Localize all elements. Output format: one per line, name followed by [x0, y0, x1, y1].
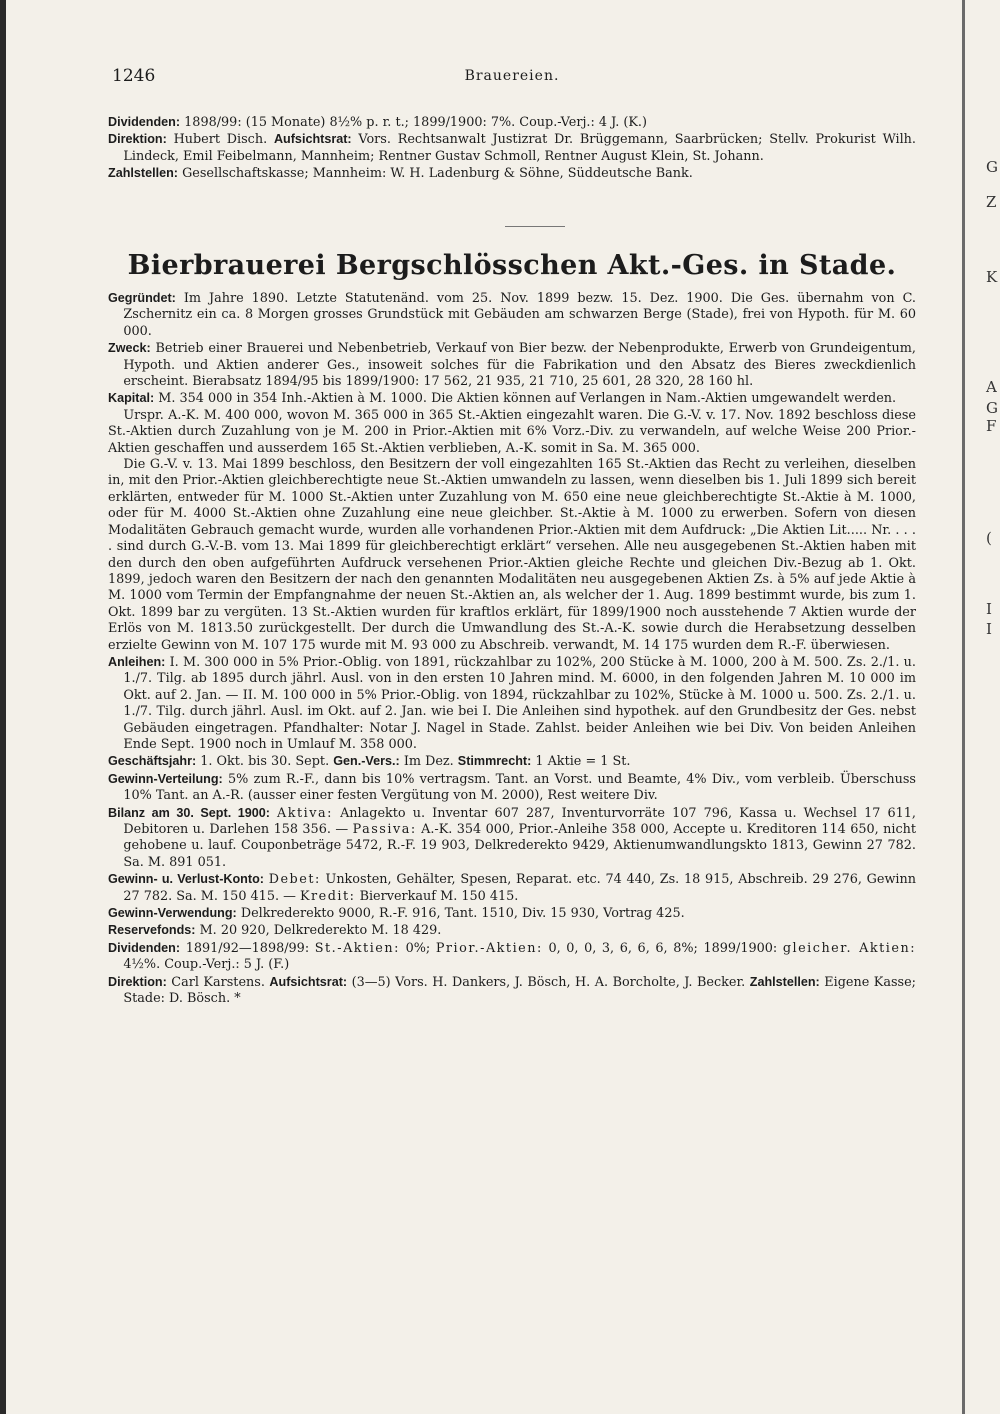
field-label: Aufsichtsrat:: [269, 974, 348, 989]
right-page-edge: [962, 0, 965, 1414]
edge-glyph: G: [986, 399, 998, 417]
gewinn-verteilung: [108, 771, 916, 805]
anleihen: [108, 654, 916, 753]
field-value: Anlagekto u. Inventar 607 287, Inventurvorräte 107 796, Kassa u. Wechsel 17 611, Debitoren u. Darlehen 158 356. —: [123, 805, 916, 837]
edge-glyph: Z: [986, 193, 997, 211]
prior-aktien-word: Prior.-Aktien:: [435, 940, 543, 956]
field-label: Direktion:: [108, 132, 167, 147]
page-number: 1246: [112, 66, 156, 86]
field-label: Gewinn- u. Verlust-Konto:: [108, 872, 264, 887]
field-label: Geschäftsjahr:: [108, 754, 197, 769]
field-value: 1898/99: (15 Monate) 8½% p. r. t.; 1899/1900: 7%. Coup.-Verj.: 4 J. (K.): [184, 115, 647, 130]
kapital-paragraph: Die G.-V. v. 13. Mai 1899 beschloss, den Besitzern der voll eingezahlten 165 St.-Aktien das Recht zu verleihen, dieselben in, mit den Prior.-Aktien gleichberechtigte neue St.-Aktien umwandeln zu lassen, wenn dieselben bis 1. Juli 1899 sich bereit erklärten, entweder für M. 1000 St.-Aktien unter Zuzahlung von M. 650 eine neue gleichberechtigte St.-Aktie à M. 1000, oder für M. 4000 St.-Aktien ohne Zuzahlung eine neue gleichber. St.-Aktie à M. 1000 zu erwerben. Sofern von diesen Modalitäten Gebrauch gemacht wurde, wurden alle vorhandenen Prior.-Aktien mit dem Aufdruck: „Die Aktien Lit..... Nr. . . . . sind durch G.-V.-B. vom 13. Mai 1899 für gleichberechtigt erklärt“ versehen. Alle neu ausgegebenen St.-Aktien haben mit den durch den oben aufgeführten Aufdruck versehenen Prior.-Aktien gleiche Rechte und gleichen Div.-Bezug ab 1. Okt. 1899, jedoch waren den Besitzern der nach den genannten Modalitäten neu ausgegebenen Aktien Zs. à 5% auf jede Aktie à M. 1000 vom Termin der Empfangnahme der neuen St.-Aktien an, als welcher der 1. Aug. 1899 bestimmt wurde, bis zum 1. Okt. 1899 bar zu vergüten. 13 St.-Aktien wurden für kraftlos erklärt, für 1899/1900 noch ausstehende 7 Aktien wurde der Erlös von M. 1813.50 zurückgestellt. Der durch die Umwandlung des St.-A.-K. sowie durch die Herabsetzung desselben erzielte Gewinn von M. 107 175 wurde mit M. 93 000 zu Abschreib. verwandt, M. 14 175 wurden dem R.-F. überwiesen.: [108, 457, 916, 653]
field-value: 1891/92—1898/99:: [185, 940, 310, 956]
field-label: Stimmrecht:: [457, 754, 532, 769]
field-value: M. 354 000 in 354 Inh.-Aktien à M. 1000. Die Aktien können auf Verlangen in Nam.-Aktien umgewandelt werden.: [158, 391, 897, 407]
field-value: 1. Okt. bis 30. Sept.: [200, 754, 330, 770]
field-value: Betrieb einer Brauerei und Nebenbetrieb, Verkauf von Bier bezw. der Nebenprodukte, Erwerb von Grundeigentum, Hypoth. und Aktien anderer Ges., insoweit solches für die Fabrikation und den Absatz des Bieres zweckdienlich erscheint. Bierabsatz 1894/95 bis 1899/1900: 17 562, 21 935, 21 710, 25 601, 28 320, 28 160 hl.: [123, 341, 916, 390]
field-label: Gen.-Vers.:: [333, 754, 400, 769]
field-value: Vors. Rechtsanwalt Justizrat Dr. Brüggemann, Saarbrücken; Stellv. Prokurist Wilh. Lindeck, Emil Feibelmann, Mannheim; Rentner Gustav Schmoll, Rentner August Klein, St. Johann.: [123, 132, 916, 164]
debet-word: Debet:: [268, 872, 321, 888]
field-value: Gesellschaftskasse; Mannheim: W. H. Ladenburg & Söhne, Süddeutsche Bank.: [182, 166, 693, 182]
prev-zahlstellen: [108, 165, 916, 182]
kredit-word: Kredit:: [299, 888, 356, 904]
gewinn-verlust-konto: [108, 871, 916, 905]
field-label: Aufsichtsrat:: [273, 132, 352, 147]
bilanz: [108, 805, 916, 872]
field-label: Direktion:: [108, 974, 167, 989]
left-binding-edge: [0, 0, 6, 1414]
field-value: M. 20 920, Delkrederekto M. 18 429.: [199, 923, 442, 939]
gleicher-aktien-word: gleicher. Aktien:: [782, 940, 917, 956]
field-value: 4½%. Coup.-Verj.: 5 J. (F.): [123, 957, 290, 973]
edge-glyph: F: [986, 417, 997, 435]
field-label: Anleihen:: [108, 654, 166, 669]
field-value: Carl Karstens.: [171, 974, 265, 990]
field-label: Reservefonds:: [108, 923, 196, 938]
edge-glyph: K: [986, 268, 998, 286]
prev-dividenden: [108, 114, 916, 131]
section-divider: [505, 226, 565, 227]
zweck: [108, 340, 916, 390]
field-value: Im Dez.: [403, 754, 454, 770]
field-label: Zahlstellen:: [108, 166, 178, 181]
gewinn-verwendung: [108, 905, 916, 922]
adjacent-page-fragments: [984, 0, 1000, 1414]
edge-glyph: I: [986, 620, 992, 638]
field-label: Bilanz am 30. Sept. 1900:: [108, 805, 270, 820]
company-entry: [108, 290, 916, 1007]
field-value: Im Jahre 1890. Letzte Statutenänd. vom 25. Nov. 1899 bezw. 15. Dez. 1900. Die Ges. übernahm von C. Zschernitz ein ca. 8 Morgen grosses Grundstück mit Gebäuden am schwarzen Berge (Stade), frei von Hypoth. für M. 60 000.: [123, 291, 916, 339]
field-value: Bierverkauf M. 150 415.: [359, 888, 519, 904]
geschaeftsjahr: [108, 753, 916, 770]
running-title: Brauereien.: [464, 68, 560, 84]
reservefonds: [108, 922, 916, 939]
edge-glyph: A: [986, 378, 997, 396]
field-label: Zweck:: [108, 341, 151, 356]
company-title: Bierbrauerei Bergschlösschen Akt.-Ges. in Stade.: [127, 250, 897, 281]
field-label: Zahlstellen:: [749, 974, 820, 989]
field-value: Eigene Kasse; Stade: D. Bösch. *: [123, 974, 916, 1007]
field-value: 0, 0, 0, 3, 6, 6, 6, 8%;: [548, 940, 698, 956]
st-aktien-word: St.-Aktien:: [314, 940, 400, 956]
gegruendet: [108, 290, 916, 340]
field-value: I. M. 300 000 in 5% Prior.-Oblig. von 1891, rückzahlbar zu 102%, 200 Stücke à M. 1000, 200 à M. 500. Zs. 2./1. u. 1./7. Tilg. ab 1895 durch jährl. Ausl. von in den ersten 10 Jahren mind. M. 6000, in den folgenden Jahren M. 10 000 im Okt. auf 2. Jan. — II. M. 100 000 in 5% Prior.-Oblig. von 1894, rückzahlbar zu 102%, Stücke à M. 1000 u. 500. Zs. 2./1. u. 1./7. Tilg. durch jährl. Ausl. im Okt. auf 2. Jan. wie bei I. Die Anleihen sind hypothek. auf den Grundbesitz der Ges. nebst Gebäuden eingetragen. Pfandhalter: Notar J. Nagel in Stade. Zahlst. beider Anleihen wie bei Div. Von beiden Anleihen Ende Sept. 1900 noch in Umlauf M. 358 000.: [123, 654, 916, 752]
field-value: Hubert Disch.: [173, 132, 268, 148]
edge-glyph: I: [986, 600, 992, 618]
field-value: 5% zum R.-F., dann bis 10% vertragsm. Tant. an Vorst. und Beamte, 4% Div., vom verbleib. Überschuss 10% Tant. an A.-R. (ausser einer festen Vergütung von M. 2000), Rest weitere Div.: [123, 771, 917, 804]
aktiva-word: Aktiva:: [277, 805, 333, 821]
passiva-word: Passiva:: [352, 822, 417, 837]
field-value: (3—5) Vors. H. Dankers, J. Bösch, H. A. Borcholte, J. Becker.: [351, 974, 746, 990]
dividenden: [108, 940, 916, 974]
field-value: 0%;: [405, 940, 431, 956]
field-label: Kapital:: [108, 391, 155, 406]
direktion: [108, 974, 916, 1008]
prev-direktion: [108, 131, 916, 165]
page-header: [112, 66, 912, 90]
field-value: A.-K. 354 000, Prior.-Anleihe 358 000, Accepte u. Kreditoren 114 650, nicht gehobene u. lauf. Couponbeträge 5472, R.-F. 19 903, Delkrederekto 9429, Aktienumwandlungskto 1813, Gewinn 27 782. Sa. M. 891 051.: [123, 822, 917, 870]
field-label: Dividenden:: [108, 115, 181, 129]
edge-glyph: G: [986, 158, 998, 176]
field-label: Dividenden:: [108, 940, 181, 955]
field-value: Unkosten, Gehälter, Spesen, Reparat. etc. 74 440, Zs. 18 915, Abschreib. 29 276, Gewinn 27 782. Sa. M. 150 415. —: [123, 872, 917, 904]
edge-glyph: (: [986, 529, 992, 547]
field-value: 1899/1900:: [703, 940, 778, 956]
kapital-paragraph: Urspr. A.-K. M. 400 000, wovon M. 365 000 in 365 St.-Aktien eingezahlt waren. Die G.-V. v. 17. Nov. 1892 beschloss diese St.-Aktien durch Zuzahlung von je M. 200 in Prior.-Aktien mit 6% Vorz.-Div. zu verwandeln, auf welche Weise 200 Prior.-Aktien geschaffen und ausserdem 165 St.-Aktien verblieben, A.-K. somit in Sa. M. 365 000.: [108, 407, 916, 456]
field-value: 1 Aktie = 1 St.: [535, 754, 631, 770]
field-label: Gewinn-Verwendung:: [108, 906, 237, 921]
kapital: [108, 390, 916, 407]
previous-entry-tail: [108, 114, 916, 183]
field-label: Gewinn-Verteilung:: [108, 771, 223, 786]
field-label: Gegründet:: [108, 291, 176, 305]
field-value: Delkrederekto 9000, R.-F. 916, Tant. 1510, Div. 15 930, Vortrag 425.: [240, 906, 685, 922]
